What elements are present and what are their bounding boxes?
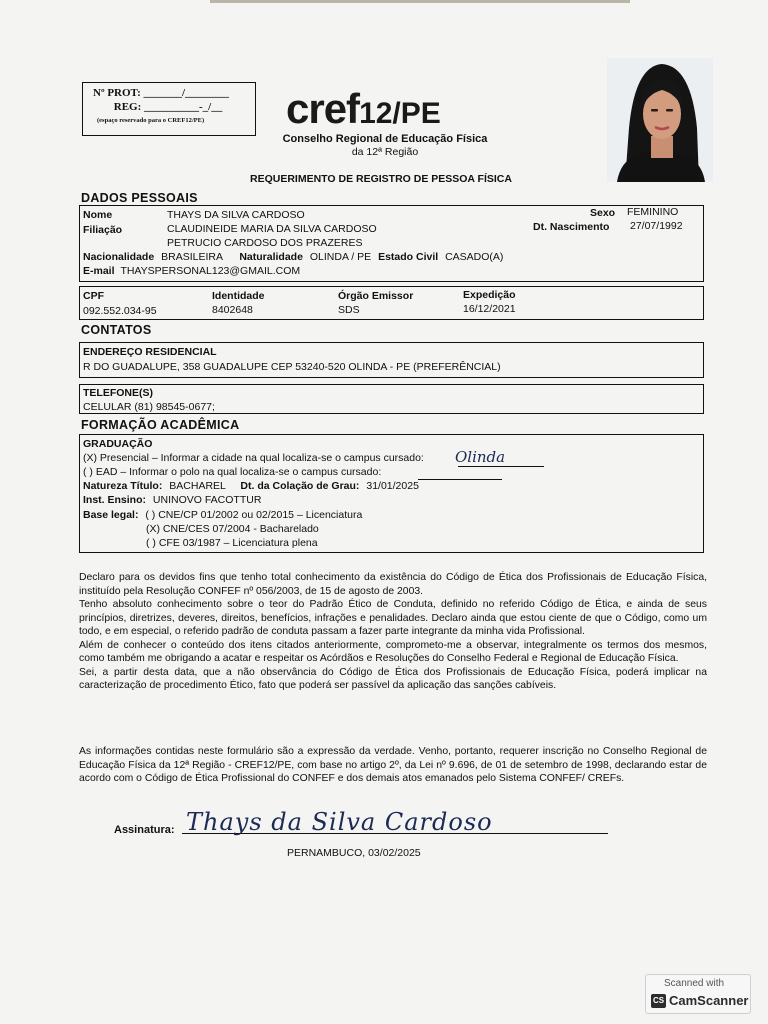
ead-line xyxy=(418,479,502,480)
email-label: E-mail xyxy=(83,265,115,277)
presencial-line xyxy=(458,466,544,467)
reg-label: REG: xyxy=(113,101,142,113)
protocol-box xyxy=(82,82,256,136)
signature-label: Assinatura: xyxy=(114,824,175,836)
inst-label: Inst. Ensino: xyxy=(83,494,146,506)
estado-civil-label: Estado Civil xyxy=(378,251,439,263)
nacionalidade-label: Nacionalidade xyxy=(83,251,155,263)
council-name: Conselho Regional de Educação Física xyxy=(282,133,488,145)
estado-civil-value: CASADO(A) xyxy=(445,251,504,263)
camscanner-brand: CamScanner xyxy=(669,993,749,1008)
handwritten-signature: Thays da Silva Cardoso xyxy=(186,808,493,836)
inst-row xyxy=(83,494,261,506)
declaration-p3: Além de conhecer o conteúdo dos itens citados anteriormente, comprometo-me a observar, integralmente os termos dos mesmos, como também me obrigando a acatar e respeitar os Acórdãos e Resoluções do Conselho Federal e Regional de Educação Física. xyxy=(79,639,707,664)
presencial-checkbox: (X) xyxy=(83,452,97,464)
colacao-label: Dt. da Colação de Grau: xyxy=(240,480,360,492)
reserved-note: (espaço reservado para o CREF12/PE) xyxy=(97,117,205,124)
orgao-value: SDS xyxy=(338,304,360,316)
expedicao-value: 16/12/2021 xyxy=(463,303,516,315)
form-title: REQUERIMENTO DE REGISTRO DE PESSOA FÍSICA xyxy=(250,173,512,185)
reg-row xyxy=(93,101,222,113)
presencial-row xyxy=(83,452,424,464)
scanned-with-text: Scanned with xyxy=(664,978,725,989)
place-date: PERNAMBUCO, 03/02/2025 xyxy=(287,847,421,859)
colacao-value: 31/01/2025 xyxy=(366,480,419,492)
address-box xyxy=(79,342,704,378)
prot-value: _______/________ xyxy=(143,87,230,99)
base-option-1: ( ) CNE/CP 01/2002 ou 02/2015 – Licenciatura xyxy=(145,509,363,521)
presencial-text: Presencial – Informar a cidade na qual localiza-se o campus cursado: xyxy=(99,452,424,464)
declaration-text xyxy=(79,571,707,693)
section-formacao: FORMAÇÃO ACADÊMICA xyxy=(81,418,240,432)
graduacao-label: GRADUAÇÃO xyxy=(83,438,153,450)
camscanner-watermark xyxy=(645,974,751,1014)
natureza-row xyxy=(83,480,419,492)
ead-row xyxy=(83,466,381,478)
nome-label: Nome xyxy=(83,209,113,221)
natureza-label: Natureza Título: xyxy=(83,480,163,492)
filiacao-label: Filiação xyxy=(83,224,123,236)
education-box xyxy=(79,434,704,553)
reg-value: __________-_/__ xyxy=(144,101,223,113)
base-option-2: CNE/CES 07/2004 - Bacharelado xyxy=(162,523,319,535)
nacionalidade-value: BRASILEIRA xyxy=(161,251,223,263)
prot-row xyxy=(93,87,229,99)
phone-box xyxy=(79,384,704,414)
inst-value: UNINOVO FACOTTUR xyxy=(152,494,262,506)
ead-text: EAD – Informar o polo na qual localiza-se o campus cursado: xyxy=(95,466,382,478)
logo-number: 12/PE xyxy=(359,97,441,130)
cpf-value: 092.552.034-95 xyxy=(83,305,157,317)
naturalidade-value: OLINDA / PE xyxy=(309,251,372,263)
email-value: THAYSPERSONAL123@GMAIL.COM xyxy=(120,265,301,277)
scan-edge xyxy=(210,0,630,3)
nascimento-label: Dt. Nascimento xyxy=(533,221,610,233)
expedicao-label: Expedição xyxy=(463,289,516,301)
declaration-p2: Tenho absoluto conhecimento sobre o teor do Padrão Ético de Conduta, definido no referido Código de Ética, e ainda de seus princípios, diretrizes, deveres, direitos, benefícios, infrações e penalidades. Declaro ainda que estou ciente de que o Código, como um todo, e em especial, o referido padrão de conduta passam a fazer parte integrante da minha vida Profissional. xyxy=(79,599,707,637)
endereco-value: R DO GUADALUPE, 358 GUADALUPE CEP 53240-520 OLINDA - PE (PREFERÊNCIAL) xyxy=(83,361,501,373)
applicant-photo xyxy=(607,58,713,182)
filiacao-2: PETRUCIO CARDOSO DOS PRAZERES xyxy=(167,237,363,249)
naturalidade-label: Naturalidade xyxy=(239,251,303,263)
identidade-label: Identidade xyxy=(212,290,265,302)
presencial-city: Olinda xyxy=(455,448,506,466)
nacionalidade-row xyxy=(83,251,503,263)
base-legal-row xyxy=(83,509,362,521)
base-option-2-row xyxy=(146,523,319,535)
telefone-label: TELEFONE(S) xyxy=(83,387,153,399)
base-label: Base legal: xyxy=(83,509,139,521)
sexo-value: FEMININO xyxy=(627,206,679,218)
nome-value: THAYS DA SILVA CARDOSO xyxy=(167,209,305,221)
orgao-label: Órgão Emissor xyxy=(338,290,414,302)
personal-data-box xyxy=(79,205,704,282)
sexo-label: Sexo xyxy=(590,207,616,219)
declaration-p5: As informações contidas neste formulário são a expressão da verdade. Venho, portanto, requerer inscrição no Conselho Regional de Educação Física da 12ª Região - CREF12/PE, com base no artigo 2º, da Lei nº 9.696, de 01 de setembro de 1998, declarando estar de acordo com o Código de Ética Profissional do CONFEF e dos demais atos emanados pelo Sistema CONFEF/ CREFs. xyxy=(79,746,707,784)
cpf-label: CPF xyxy=(83,290,104,302)
ead-checkbox: ( ) xyxy=(83,466,93,478)
logo-text: cref xyxy=(286,85,360,132)
camscanner-logo-icon: CS xyxy=(651,994,666,1008)
base-option-2-checkbox: (X) xyxy=(146,523,160,535)
documents-box xyxy=(79,286,704,320)
cref-logo xyxy=(286,85,441,135)
telefone-value: CELULAR (81) 98545-0677; xyxy=(83,401,215,413)
natureza-value: BACHAREL xyxy=(169,480,226,492)
declaration-p4: Sei, a partir desta data, que a não observância do Código de Ética dos Profissionais de Educação Física, poderá implicar na caracterização de procedimento Ético, fato que poderá ser passível da aplicação das sanções cabíveis. xyxy=(79,666,707,691)
section-contatos: CONTATOS xyxy=(81,323,152,337)
council-region: da 12ª Região xyxy=(351,146,419,158)
section-dados-pessoais: DADOS PESSOAIS xyxy=(81,191,198,205)
nascimento-value: 27/07/1992 xyxy=(630,220,683,232)
endereco-label: ENDEREÇO RESIDENCIAL xyxy=(83,346,217,358)
prot-label: Nº PROT: xyxy=(93,87,141,99)
email-row xyxy=(83,265,300,277)
filiacao-1: CLAUDINEIDE MARIA DA SILVA CARDOSO xyxy=(167,223,377,235)
declaration-p1: Declaro para os devidos fins que tenho total conhecimento da existência do Código de Ética dos Profissionais de Educação Física, instituído pela Resolução CONFEF nº 056/2003, de 15 de agosto de 2003. xyxy=(79,572,707,597)
base-option-3: ( ) CFE 03/1987 – Licenciatura plena xyxy=(146,537,318,549)
declaration-final xyxy=(79,745,707,786)
identidade-value: 8402648 xyxy=(212,304,253,316)
